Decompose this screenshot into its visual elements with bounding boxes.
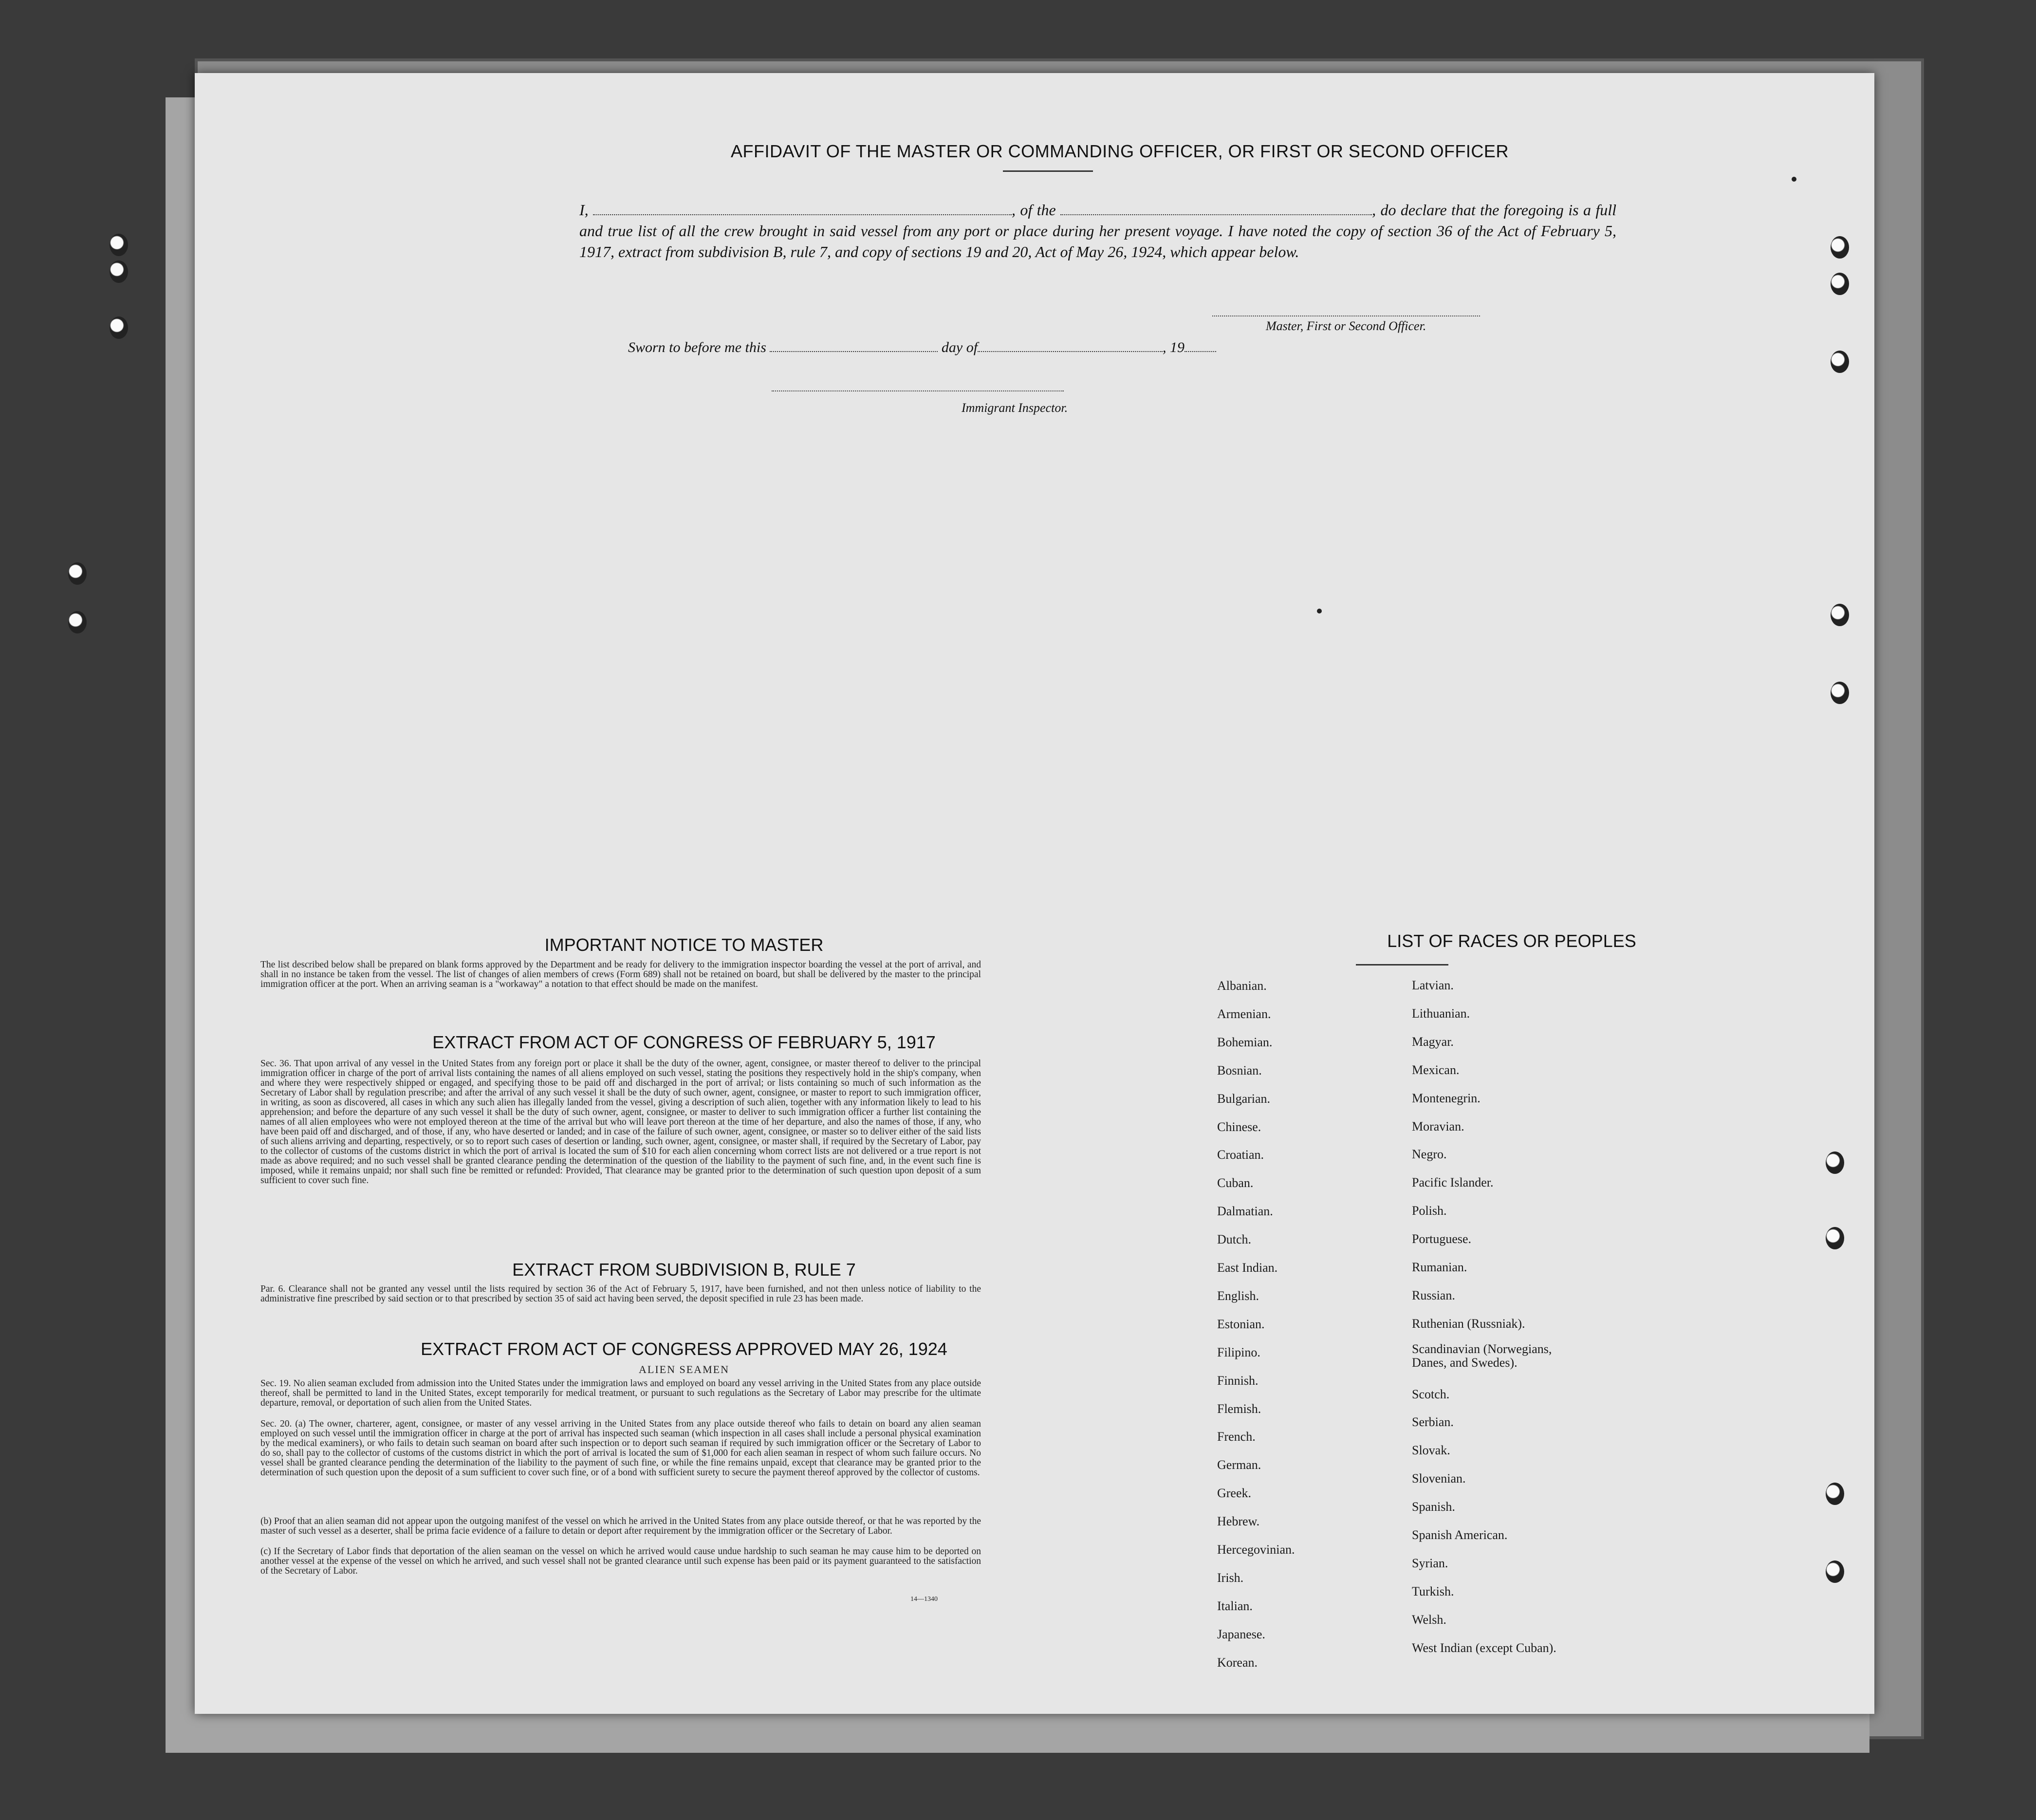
binder-hole: [68, 562, 87, 585]
race-item-left: Albanian.: [1217, 979, 1267, 993]
race-item-left: Dalmatian.: [1217, 1204, 1273, 1219]
extract-1924-sec19: Sec. 19. No alien seaman excluded from admission into the United States under the immigration laws and employed on board any vessel arriving in the United States from any place outside thereof, shall be permitted to land in the United States, except temporarily for medical treatment, or pursuant to such regulations as the Secretary of Labor may prescribe for the ultimate departure, removal, or deportation of such alien from the United States.: [260, 1378, 981, 1408]
document-page: [195, 73, 1874, 1714]
race-item-right: Syrian.: [1412, 1556, 1448, 1570]
race-item-left: Bosnian.: [1217, 1063, 1262, 1077]
punch-hole: [1826, 1227, 1844, 1249]
punch-hole: [1831, 351, 1849, 373]
extract-1924-sec20a: Sec. 20. (a) The owner, charterer, agent, consignee, or master of any vessel arriving in the United States from any place outside thereof who fails to detain on board any alien seaman employed on such vessel until the immigration officer in charge at the port of arrival has inspected such seaman (which inspection in all cases shall include a personal physical examination by the medical examiners), or who fails to detain such seaman on board after such inspection or to deport such seaman if required by such immigration officer or the Secretary of Labor to do so, shall pay to the collector of customs of the customs district in which the port of arrival is located the sum of $1,000 for each alien seaman in respect of whom such failure occurs. No vessel shall be granted clearance pending the determination of the liability to the payment of such fine, or while the fine remains unpaid, except that clearance may be granted prior to the determination of such question upon the deposit of a sum sufficient to cover such fine, or of a bond with sufficient surety to secure the payment thereof approved by the collector of customs.: [260, 1419, 981, 1478]
affidavit-do-declare: , do declare: [1372, 201, 1447, 219]
race-item-left: Hercegovinian.: [1217, 1542, 1295, 1557]
races-title-rule: [1356, 964, 1448, 966]
race-item-right: Moravian.: [1412, 1119, 1464, 1133]
race-item-left: Chinese.: [1217, 1119, 1261, 1134]
race-item-right: Negro.: [1412, 1147, 1447, 1162]
race-item-left: Croatian.: [1217, 1148, 1264, 1162]
race-item-left: German.: [1217, 1458, 1261, 1472]
race-item-right: Slovak.: [1412, 1443, 1450, 1458]
race-item-left: Bohemian.: [1217, 1035, 1273, 1049]
races-title: LIST OF RACES OR PEOPLES: [1387, 931, 1636, 951]
race-item-right: Ruthenian (Russniak).: [1412, 1316, 1525, 1331]
affidavit-i: I,: [579, 201, 589, 219]
sworn-prefix: Sworn to before me this: [628, 339, 766, 355]
race-item-left: Dutch.: [1217, 1232, 1252, 1247]
race-item-left: Flemish.: [1217, 1401, 1261, 1416]
affidavit-of-the: , of the: [1012, 201, 1056, 219]
race-item-left: Greek.: [1217, 1486, 1252, 1501]
sworn-day: day of: [941, 339, 978, 355]
race-item-right: Pacific Islander.: [1412, 1175, 1494, 1190]
punch-hole: [1831, 236, 1849, 259]
race-item-right: Montenegrin.: [1412, 1091, 1481, 1105]
extract-1924-sec20c: (c) If the Secretary of Labor finds that deportation of the alien seaman on the vessel on which he arrived would cause undue hardship to such seaman he may cause him to be deported on another vessel at the expense of the vessel on which he arrived, and such vessel shall not be granted clearance until such expense has been paid or its payment guaranteed to the satisfaction of the Secretary of Labor.: [260, 1546, 981, 1576]
ink-dot: [1792, 177, 1796, 182]
binder-hole: [110, 316, 128, 339]
race-item-left: French.: [1217, 1430, 1256, 1444]
race-item-right: Lithuanian.: [1412, 1006, 1470, 1021]
race-item-right: Portuguese.: [1412, 1232, 1472, 1246]
race-item-left: Filipino.: [1217, 1345, 1260, 1359]
race-item-right: Magyar.: [1412, 1034, 1454, 1049]
race-item-left: Cuban.: [1217, 1176, 1254, 1190]
race-item-right: Spanish.: [1412, 1500, 1455, 1514]
name-blank[interactable]: [593, 202, 1012, 215]
alien-seamen-subtitle: ALIEN SEAMEN: [639, 1363, 729, 1375]
title-rule: [1003, 170, 1093, 172]
race-item-right: Scandinavian (Norwegians, Danes, and Swedes).: [1412, 1341, 1552, 1370]
sworn-date-blank[interactable]: [770, 338, 938, 352]
extract-rule7-title: EXTRACT FROM SUBDIVISION B, RULE 7: [512, 1260, 856, 1280]
race-item-left: Bulgarian.: [1217, 1091, 1271, 1106]
vessel-blank[interactable]: [1060, 202, 1372, 215]
race-item-left: Estonian.: [1217, 1317, 1265, 1331]
extract-rule7-text: Par. 6. Clearance shall not be granted any vessel until the lists required by section 36 of the Act of February 5, 1917, have been furnished, and not then unless notice of liability to the administrative fine prescribed by said section or to that prescribed by section 35 of said act having been served, the deposit specified in rule 23 has been made.: [260, 1284, 981, 1304]
binder-hole: [68, 611, 87, 633]
race-item-right: Turkish.: [1412, 1584, 1454, 1598]
sworn-month-blank[interactable]: [978, 338, 1163, 352]
race-item-right: Polish.: [1412, 1204, 1447, 1218]
inspector-label: Immigrant Inspector.: [962, 401, 1068, 415]
sworn-year-blank[interactable]: [1185, 338, 1216, 352]
race-item-right: Scotch.: [1412, 1387, 1450, 1401]
race-item-right: Rumanian.: [1412, 1260, 1467, 1274]
race-item-right: Welsh.: [1412, 1612, 1446, 1627]
affidavit-statement: that the foregoing is a full and true list of all the crew brought in said vessel from any port or place during her present voyage. I have noted the copy of section 36 of the Act of February 5, 1917, extract from subdivision B, rule 7, and copy of sections 19 and 20, Act of May 26, 1924, which appear below.: [579, 201, 1617, 260]
extract-1917-title: EXTRACT FROM ACT OF CONGRESS OF FEBRUARY 5, 1917: [432, 1032, 936, 1052]
race-item-left: Japanese.: [1217, 1627, 1265, 1641]
inspector-line[interactable]: [772, 390, 1064, 391]
binder-hole: [110, 260, 128, 283]
notice-text: The list described below shall be prepared on blank forms approved by the Department and be ready for delivery to the immigration inspector boarding the vessel at the port of arrival, and shall in no instance be taken from the vessel. The list of changes of alien members of crews (Form 689) shall not be retained on board, but shall be delivered by the master to the principal immigration officer at the port. When an arriving seaman is a "workaway" a notation to that effect should be made on the manifest.: [260, 960, 981, 989]
race-item-left: Italian.: [1217, 1598, 1253, 1613]
punch-hole: [1826, 1483, 1844, 1505]
race-item-right: Spanish American.: [1412, 1528, 1508, 1542]
punch-hole: [1831, 273, 1849, 295]
race-item-left: Armenian.: [1217, 1006, 1271, 1021]
race-item-left: Irish.: [1217, 1570, 1244, 1585]
form-number: 14—1340: [910, 1596, 938, 1603]
race-item-left: Finnish.: [1217, 1373, 1259, 1388]
race-item-left: East Indian.: [1217, 1261, 1278, 1275]
race-item-right: West Indian (except Cuban).: [1412, 1640, 1556, 1655]
extract-1924-title: EXTRACT FROM ACT OF CONGRESS APPROVED MAY 26, 1924: [421, 1339, 947, 1359]
race-item-right: Russian.: [1412, 1288, 1455, 1302]
race-item-left: Hebrew.: [1217, 1514, 1260, 1529]
signature-label: Master, First or Second Officer.: [1266, 319, 1426, 333]
race-item-right: Slovenian.: [1412, 1471, 1466, 1486]
race-item-right: Latvian.: [1412, 978, 1454, 992]
race-item-right: Mexican.: [1412, 1062, 1460, 1077]
sworn-line: [628, 338, 1216, 356]
affidavit-body: [579, 200, 1616, 262]
race-item-right: Serbian.: [1412, 1415, 1454, 1430]
sworn-year: , 19: [1163, 339, 1185, 355]
ink-dot: [1317, 609, 1322, 613]
race-item-left: Korean.: [1217, 1655, 1258, 1670]
punch-hole: [1831, 604, 1849, 626]
race-item-left: English.: [1217, 1288, 1259, 1303]
punch-hole: [1831, 682, 1849, 704]
notice-title: IMPORTANT NOTICE TO MASTER: [544, 935, 824, 955]
punch-hole: [1826, 1151, 1844, 1174]
punch-hole: [1826, 1560, 1844, 1583]
extract-1924-sec20b: (b) Proof that an alien seaman did not appear upon the outgoing manifest of the vessel on which he arrived in the United States from any place outside thereof, or that he was reported by the master of such vessel as a deserter, shall be prima facie evidence of a failure to detain or deport after requirement by the immigration officer or the Secretary of Labor.: [260, 1516, 981, 1536]
binder-hole: [110, 234, 128, 256]
affidavit-title: AFFIDAVIT OF THE MASTER OR COMMANDING OFFICER, OR FIRST OR SECOND OFFICER: [731, 141, 1509, 161]
extract-1917-text: Sec. 36. That upon arrival of any vessel in the United States from any foreign port or place it shall be the duty of the owner, agent, consignee, or master thereof to deliver to the principal immigration officer in charge of the port of arrival lists containing the names of all aliens employed on such vessel, stating the positions they respectively hold in the ship's company, when and where they were respectively shipped or engaged, and specifying those to be paid off and discharged in the port of arrival; or lists containing so much of such information as the Secretary of Labor shall by regulation prescribe; and after the arrival of any such vessel it shall be the duty of such owner, agent, consignee, or master to report to such immigration officer, in writing, as soon as discovered, all cases in which any such alien has illegally landed from the vessel, giving a description of such alien, together with any information likely to lead to his apprehension; and before the departure of any such vessel it shall be the duty of such owner, agent, consignee, or master to deliver to such immigration officer a further list containing the names of all alien employees who were not employed thereon at the time of the arrival but who will leave port thereon at the time of her departure, and also the names of those, if any, who have been paid off and discharged, and of those, if any, who have deserted or landed; and in case of the failure of such owner, agent, consignee, or master so to deliver either of the said lists of such aliens arriving and departing, respectively, or so to report such cases of desertion or landing, such owner, agent, consignee, or master shall, if required by the Secretary of Labor, pay to the collector of customs of the customs district in which the port of arrival is located the sum of $10 for each alien concerning whom correct lists are not delivered or a true report is not made as above required; and no such vessel shall be granted clearance pending the determination of the question of the liability to the payment of such fine, and, in the event such fine is imposed, while it remains unpaid; nor shall such fine be remitted or refunded: Provided, That clearance may be granted prior to the determination of such question upon deposit of a sum sufficient to cover such fine.: [260, 1059, 981, 1186]
